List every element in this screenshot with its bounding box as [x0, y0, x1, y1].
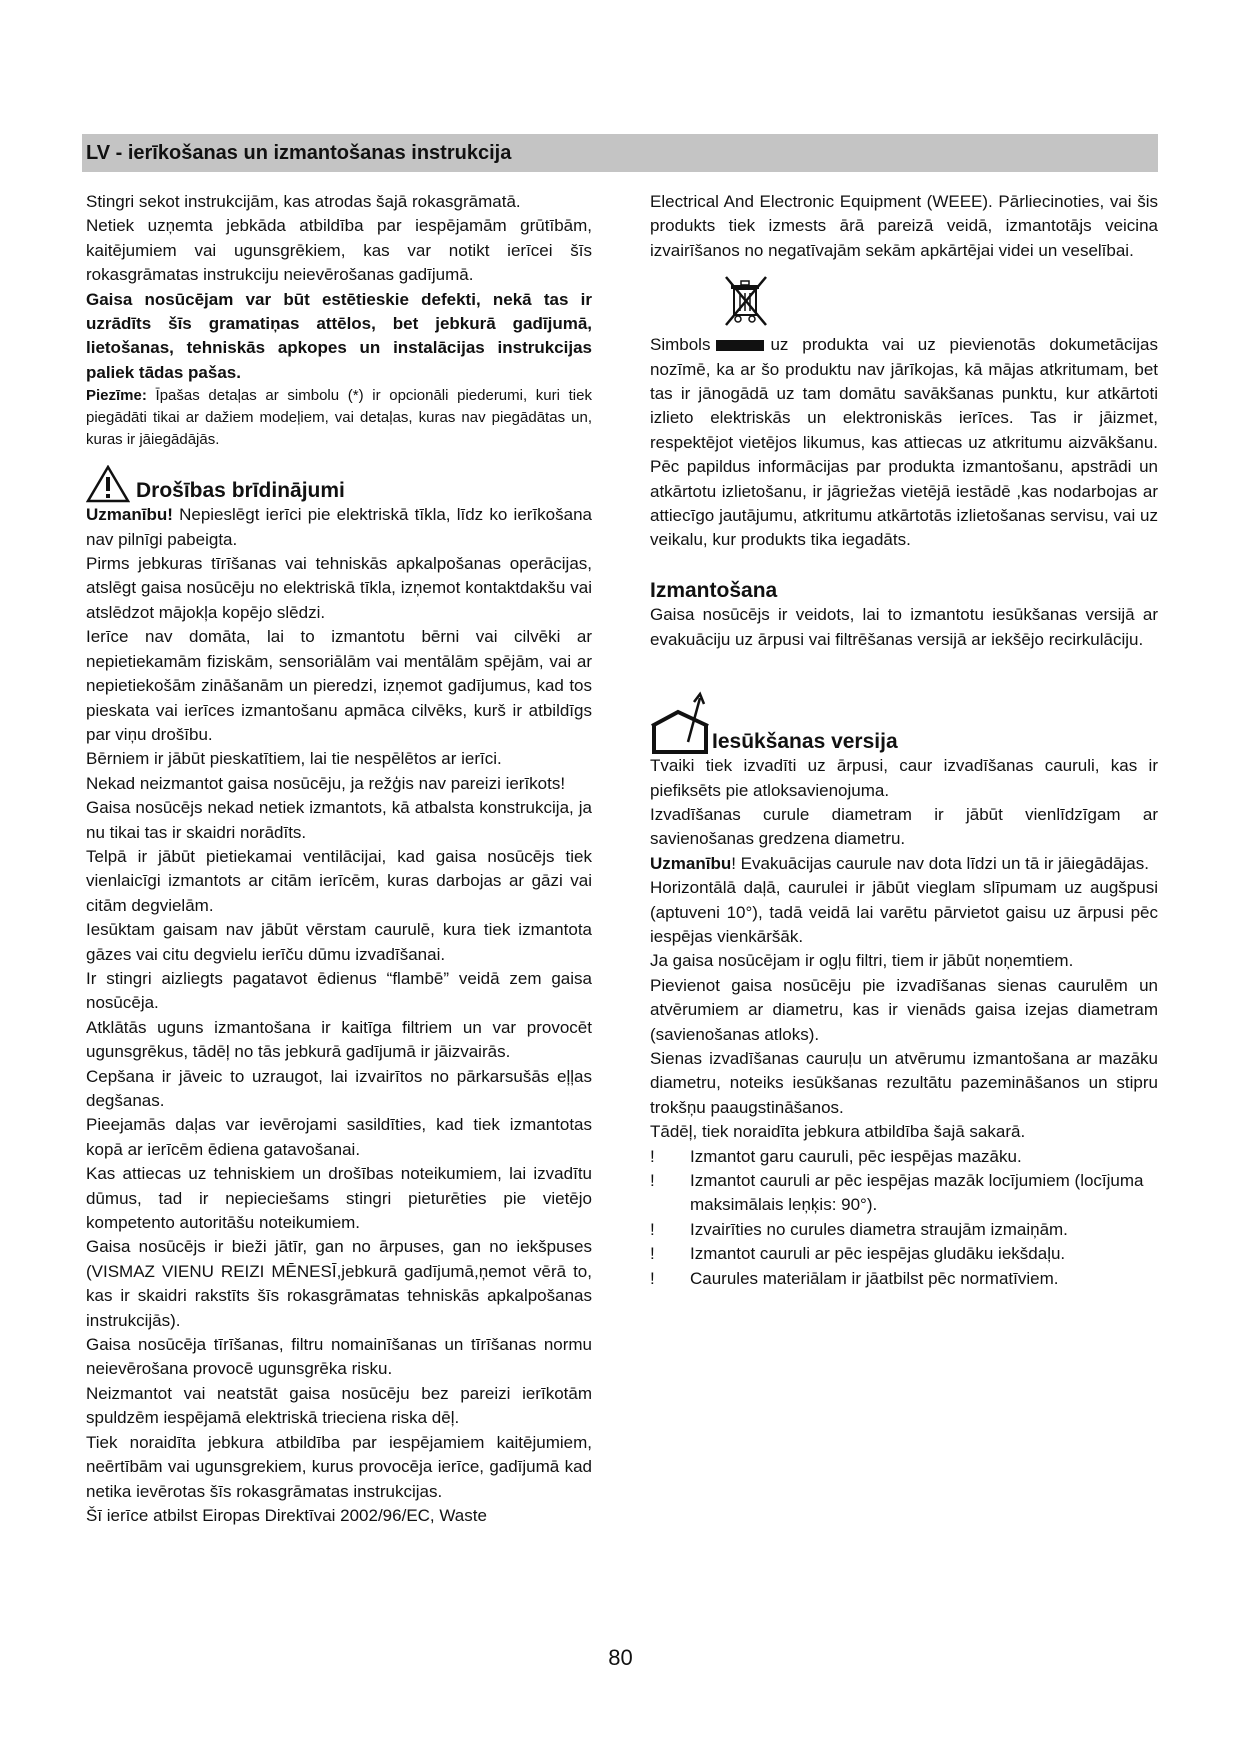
- exclamation-icon: !: [650, 1244, 655, 1264]
- list-item: [650, 1218, 1158, 1242]
- warning-icon: [86, 465, 130, 503]
- symbol-paragraph: [650, 333, 1158, 553]
- caution-paragraph: [86, 503, 592, 552]
- symbol-text: uz produkta vai uz pievienotās dokumetācijas nozīmē, ka ar šo produktu nav jārīkojas, kā mājas atkritumam, bet tas ir jānogādā uz tam domātu savākšanas punktu, kur atkārtoti izlieto elektriskās un elektroniskās ierīces. Tas ir jāizmet, respektējot vietējos likumus, kas attiecas uz atkritumu aizvākšanu. Pēc papildus informācijas par produkta izmantošanu, apstrādi un atkārtotu izlietošanu, ir jāgriežas vietējā iestādē ,kas nodarbojas ar attiecīgo jautājumu, atkritumu atkārtotās izlietošanas servisu, vai uz veikalu, kur produkts tika iegadāts.: [650, 335, 1158, 550]
- safety-para: Atklātās uguns izmantošana ir kaitīga filtriem un var provocēt ugunsgrēkus, tādēļ no tās jebkurā gadījumā ir jāizvairās.: [86, 1017, 592, 1062]
- list-item-text: Izvairīties no curules diametra straujām izmaiņām.: [690, 1219, 1068, 1239]
- vent-caution-paragraph: [650, 852, 1158, 876]
- tips-list: [650, 1145, 1158, 1291]
- vent-paragraph: Horizontālā daļā, caurulei ir jābūt vieglam slīpumam uz augšpusi (aptuveni 10°), tadā veidā lai varētu pārvietot gaisu uz ārpusi pēc iespējas vienkāršāk.: [650, 878, 1158, 946]
- list-item: [650, 1267, 1158, 1291]
- safety-para: Kas attiecas uz tehniskiem un drošības noteikumiem, lai izvadītu dūmus, tad ir nepieciešams stingri pieturēties pie vietējo kompetento autoritāšu noteikumiem.: [86, 1164, 592, 1233]
- note-label: Piezīme:: [86, 387, 147, 405]
- header-bar: [82, 134, 1158, 172]
- left-column: [86, 190, 592, 1528]
- safety-para: Gaisa nosūcējs ir bieži jātīr, gan no ārpuses, gan no iekšpuses (VISMAZ VIENU REIZI MĒNESĪ,jebkurā gadījumā,ņemot vērā to, kas ir skaidri rakstīts šīs rokasgrāmatas tehniskās apkalpošanas instrukcijās).: [86, 1237, 592, 1330]
- vent-paragraph: Tvaiki tiek izvadīti uz ārpusi, caur izvadīšanas cauruli, kas ir piefiksēts pie atloksavienojuma.: [650, 756, 1158, 800]
- list-item-text: Izmantot cauruli ar pēc iespējas gludāku iekšdaļu.: [690, 1244, 1066, 1264]
- safety-para: Ir stingri aizliegts pagatavot ēdienus “flambē” veidā zem gaisa nosūcēja.: [86, 968, 592, 1013]
- safety-para: Cepšana ir jāveic to uzraugot, lai izvairītos no pārkarsušās eļļas degšanas.: [86, 1066, 592, 1110]
- exclamation-icon: !: [650, 1146, 655, 1166]
- vent-title: Iesūkšanas versija: [712, 729, 898, 753]
- safety-para: Gaisa nosūcēja tīrīšanas, filtru nomainīšanas un tīrīšanas normu neievērošana provocē ugunsgrēka risku.: [86, 1335, 592, 1379]
- use-text: Gaisa nosūcējs ir veidots, lai to izmantotu iesūkšanas versijā ar evakuāciju uz ārpusi vai filtrēšanas versijā ar iekšējo recirkulāciju.: [650, 605, 1158, 649]
- vent-paragraph: Sienas izvadīšanas cauruļu un atvērumu izmantošana ar mazāku diametru, noteiks iesūkšanas rezultātu pazemināšanos un stipru trokšņu paaugstināšanos.: [650, 1048, 1158, 1117]
- note-text: Īpašas detaļas ar simbolu (*) ir opcionāli piederumi, kuri tiek piegādāti tikai ar dažiem modeļiem, vai detaļas, kuras nav piegādātas un, kuras ir jāiegādājās.: [86, 387, 592, 449]
- safety-para: Šī ierīce atbilst Eiropas Direktīvai 2002/96/EC, Waste: [86, 1505, 487, 1525]
- right-column: [650, 190, 1158, 1291]
- intro-line-2: Netiek uzņemta jebkāda atbildība par iespējamām grūtībām, kaitējumiem vai ugunsgrēkiem, kas var notikt ierīcei šīs rokasgrāmatas instrukciju neievērošanas gadījumā.: [86, 216, 592, 285]
- note-paragraph: [86, 385, 592, 451]
- safety-para: Pirms jebkuras tīrīšanas vai tehniskās apkalpošanas operācijas, atslēgt gaisa nosūcēju no elektriskā tīkla, izņemot kontaktdakšu vai atslēdzot mājokļa kopējo slēdzi.: [86, 554, 592, 622]
- vent-paragraph: Izvadīšanas curule diametram ir jābūt vienlīdzīgam ar savienošanas gredzena diametru.: [650, 804, 1158, 849]
- house-exhaust-icon: [650, 690, 712, 754]
- vent-caution-text: ! Evakuācijas caurule nav dota līdzi un tā ir jāiegādājas.: [731, 853, 1149, 873]
- safety-para: Gaisa nosūcējs nekad netiek izmantots, kā atbalsta konstrukcija, ja nu tikai tas ir skaidri norādīts.: [86, 798, 592, 842]
- safety-para: Tiek noraidīta jebkura atbildība par iespējamiem kaitējumiem, neērtībām vai ugunsgrekiem, kurus provocēja ierīce, gadījumā kad netika ievērotas šīs rokasgrāmatas instrukcijas.: [86, 1432, 592, 1501]
- symbol-word: Simbols: [650, 335, 711, 355]
- safety-para: Telpā ir jābūt pietiekamai ventilācijai, kad gaisa nosūcējs tiek vienlaicīgi izmantots ar citām ierīcēm, kuras darbojas ar gāzi vai citām degvielām.: [86, 846, 592, 915]
- safety-para: Ierīce nav domāta, lai to izmantotu bērni vai cilvēki ar nepietiekamām fiziskām, sensoriālām vai mentālām spējām, vai ar nepietiekošām zināšanām un pieredzi, izņemot gadījumus, kad tos pieskata vai ierīces izmantošanu apmāca cilvēks, kurš ir atbildīgs par viņu drošību.: [86, 627, 592, 744]
- vent-paragraph: Ja gaisa nosūcējam ir ogļu filtri, tiem ir jābūt noņemtiem.: [650, 951, 1074, 971]
- list-item-text: Izmantot garu cauruli, pēc iespējas mazāku.: [690, 1146, 1022, 1166]
- page-title: LV - ierīkošanas un izmantošanas instrukcija: [86, 142, 512, 164]
- intro-line-1: Stingri sekot instrukcijām, kas atrodas šajā rokasgrāmatā.: [86, 192, 521, 211]
- safety-para: Iesūktam gaisam nav jābūt vērstam caurulē, kura tiek izmantota gāzes vai citu degvielu ierīču dūmu izvadīšanai.: [86, 920, 592, 964]
- weee-continuation: Electrical And Electronic Equipment (WEEE). Pārliecinoties, vai šis produkts tiek izmests ārā pareizā veidā, izmantotājs veicina izvairīšanos no negatīvajām sekām apkārtējai videi un veselībai.: [650, 192, 1158, 260]
- caution-text: Nepieslēgt ierīci pie elektriskā tīkla, līdz ko ierīkošana nav pilnīgi pabeigta.: [86, 505, 592, 549]
- vent-heading: [650, 690, 1158, 754]
- list-item-text: Caurules materiālam ir jāatbilst pēc normatīviem.: [690, 1268, 1059, 1288]
- safety-para: Bērniem ir jābūt pieskatītiem, lai tie nespēlētos ar ierīci.: [86, 749, 502, 769]
- defects-notice: Gaisa nosūcējam var būt estētieskie defekti, nekā tas ir uzrādīts šīs gramatiņas attēlos, bet jebkurā gadījumā, lietošanas, tehniskās apkopes un instalācijas instrukcijas paliek tādas pašas.: [86, 289, 592, 382]
- list-item: [650, 1242, 1158, 1266]
- safety-title: Drošības brīdinājumi: [136, 478, 345, 502]
- list-item: [650, 1145, 1158, 1169]
- use-heading: [650, 579, 1158, 603]
- exclamation-icon: !: [650, 1219, 655, 1239]
- crossed-bin-icon: [718, 271, 774, 331]
- page-number: 80: [608, 1645, 633, 1670]
- safety-para: Neizmantot vai neatstāt gaisa nosūcēju bez pareizi ierīkotām spuldzēm iespējamā elektriskā trieciena riska dēļ.: [86, 1383, 592, 1428]
- list-item: [650, 1169, 1158, 1218]
- vent-caution-label: Uzmanību: [650, 853, 732, 873]
- list-item-text: Izmantot cauruli ar pēc iespējas mazāk locījumiem (locījuma maksimālais leņķis: 90°).: [690, 1171, 1144, 1215]
- exclamation-icon: !: [650, 1268, 655, 1288]
- safety-heading: [86, 465, 592, 503]
- caution-label: Uzmanību!: [86, 505, 173, 525]
- vent-paragraph: Pievienot gaisa nosūcēju pie izvadīšanas sienas caurulēm un atvērumiem ar diametru, kas ir vienāds gaisa izejas diametram (savienošanas atloks).: [650, 975, 1158, 1044]
- vent-paragraph: Tādēļ, tiek noraidīta jebkura atbildība šajā sakarā.: [650, 1122, 1026, 1142]
- safety-para: Pieejamās daļas var ievērojami sasildīties, kad tiek izmantotas kopā ar ierīcēm ēdiena gatavošanai.: [86, 1115, 592, 1159]
- use-title: Izmantošana: [650, 578, 778, 602]
- exclamation-icon: !: [650, 1171, 655, 1190]
- safety-para: Nekad neizmantot gaisa nosūcēju, ja režģis nav pareizi ierīkots!: [86, 773, 566, 793]
- black-bar-symbol-icon: [716, 340, 764, 351]
